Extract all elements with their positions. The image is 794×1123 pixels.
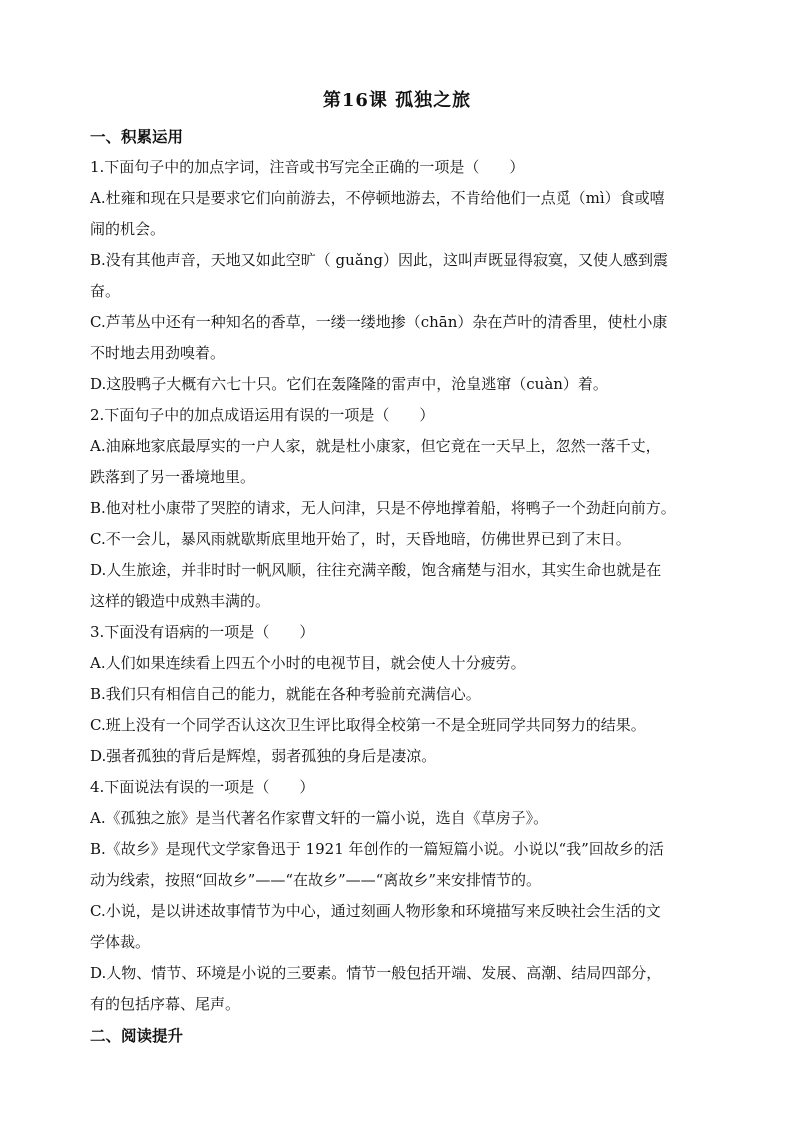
question-2-option-d-line-2: 这样的锻造中成熟丰满的。 bbox=[90, 592, 271, 610]
lesson-title: 第16课 孤独之旅 bbox=[322, 90, 472, 111]
question-4-option-d-line-1: D.人物、情节、环境是小说的三要素。情节一般包括开端、发展、高潮、结局四部分， bbox=[90, 964, 662, 982]
section-heading-reading: 二、阅读提升 bbox=[90, 1026, 184, 1045]
question-4-option-b-line-2: 动为线索，按照“回故乡”——“在故乡”——“离故乡”来安排情节的。 bbox=[90, 871, 542, 889]
section-heading-accumulation: 一、积累运用 bbox=[90, 127, 184, 146]
question-1-option-b-line-1: B.没有其他声音，天地又如此空旷（ guǎng）因此，这叫声既显得寂寞，又使人感到震 bbox=[90, 251, 669, 269]
question-2-option-a-line-2: 跌落到了另一番境地里。 bbox=[90, 468, 256, 486]
question-1-option-c-line-2: 不时地去用劲嗅着。 bbox=[90, 344, 226, 362]
question-4-option-d-line-2: 有的包括序幕、尾声。 bbox=[90, 995, 241, 1013]
question-2-stem: 2.下面句子中的加点成语运用有误的一项是（ ） bbox=[90, 406, 435, 424]
question-3-stem: 3.下面没有语病的一项是（ ） bbox=[90, 623, 315, 641]
question-3-option-d: D.强者孤独的背后是辉煌，弱者孤独的身后是凄凉。 bbox=[90, 747, 437, 765]
question-1-stem: 1.下面句子中的加点字词，注音或书写完全正确的一项是（ ） bbox=[90, 158, 525, 176]
question-3-option-a: A.人们如果连续看上四五个小时的电视节目，就会使人十分疲劳。 bbox=[90, 654, 526, 672]
question-4-option-c-line-1: C.小说，是以讲述故事情节为中心，通过刻画人物形象和环境描写来反映社会生活的文 bbox=[90, 902, 661, 920]
question-3-option-b: B.我们只有相信自己的能力，就能在各种考验前充满信心。 bbox=[90, 685, 481, 703]
exercise-content bbox=[90, 121, 712, 1051]
question-2-option-d-line-1: D.人生旅途，并非时时一帆风顺，往往充满辛酸，饱含痛楚与泪水，其实生命也就是在 bbox=[90, 561, 662, 579]
question-1-option-b-line-2: 奋。 bbox=[90, 282, 121, 300]
question-2-option-b: B.他对杜小康带了哭腔的请求，无人问津，只是不停地撑着船，将鸭子一个劲赶向前方。 bbox=[90, 499, 676, 517]
question-1-option-a-line-1: A.杜雍和现在只是要求它们向前游去，不停顿地游去，不肯给他们一点觅（mì）食或嘻 bbox=[90, 189, 665, 207]
question-3-option-c: C.班上没有一个同学否认这次卫生评比取得全校第一不是全班同学共同努力的结果。 bbox=[90, 716, 646, 734]
question-4-option-b-line-1: B.《故乡》是现代文学家鲁迅于 1921 年创作的一篇短篇小说。小说以“我”回故乡的活 bbox=[90, 840, 664, 858]
question-1-option-a-line-2: 闹的机会。 bbox=[90, 220, 166, 238]
question-4-option-a: A.《孤独之旅》是当代著名作家曹文轩的一篇小说，选自《草房子》。 bbox=[90, 809, 549, 827]
question-4-option-c-line-2: 学体裁。 bbox=[90, 933, 151, 951]
question-2-option-c: C.不一会儿，暴风雨就歇斯底里地开始了，时，天昏地暗，仿佛世界已到了末日。 bbox=[90, 530, 631, 548]
question-1-option-c-line-1: C.芦苇丛中还有一种知名的香草，一缕一缕地掺（chān）杂在芦叶的清香里，使杜小康 bbox=[90, 313, 668, 331]
question-2-option-a-line-1: A.油麻地家底最厚实的一户人家，就是杜小康家，但它竟在一天早上，忽然一落千丈， bbox=[90, 437, 661, 455]
question-4-stem: 4.下面说法有误的一项是（ ） bbox=[90, 778, 315, 796]
question-1-option-d: D.这股鸭子大概有六七十只。它们在轰隆隆的雷声中，沧皇逃窜（cuàn）着。 bbox=[90, 375, 608, 393]
